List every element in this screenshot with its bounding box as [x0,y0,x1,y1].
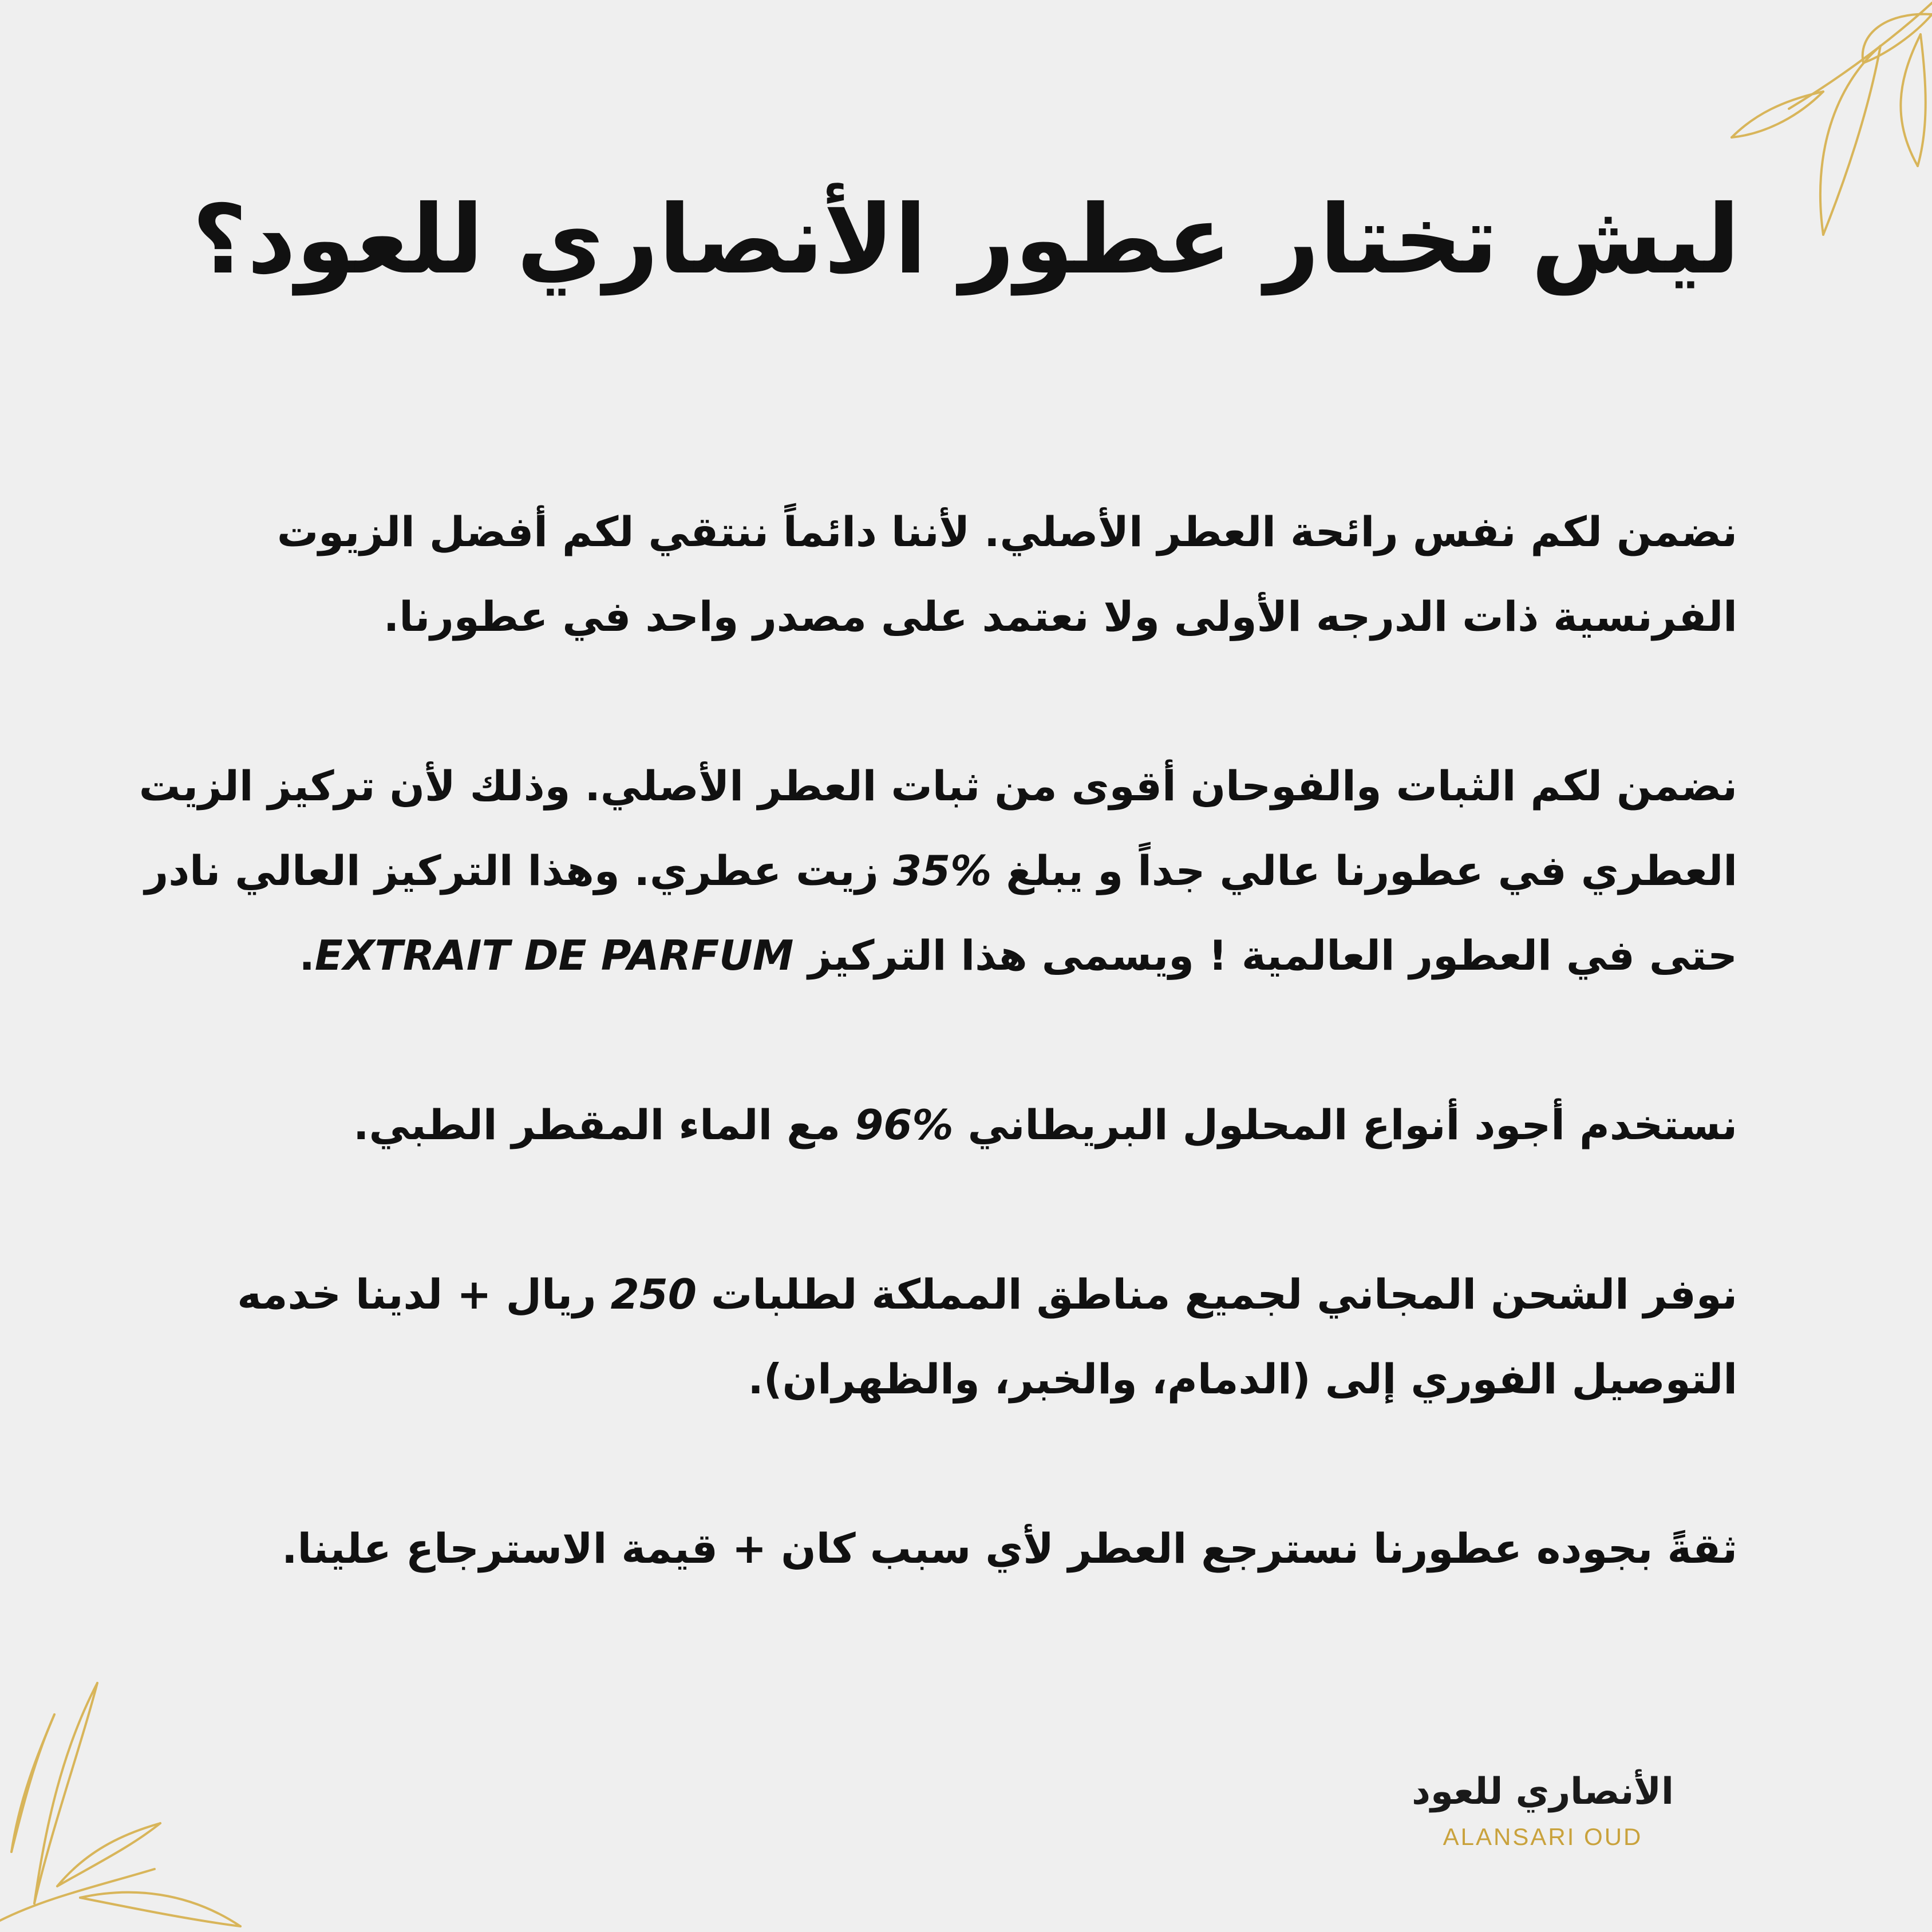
paragraph-shipping-part1: نوفر الشحن المجاني لجميع مناطق المملكة لطلبات [696,1270,1737,1318]
oil-percentage: 35% [892,847,992,895]
paragraph-shipping-part2: ريال + لدينا خدمه التوصيل الفوري إلى (الدمام، والخبر، والظهران). [237,1270,1737,1403]
paragraph-solution-part2: مع الماء المقطر الطبي. [353,1101,855,1149]
paragraph-returns-text: ثقةً بجوده عطورنا نسترجع العطر لأي سبب كان + قيمة الاسترجاع علينا. [282,1524,1737,1573]
brand-logo [1382,1766,1703,1854]
extrait-de-parfum-label: EXTRAIT DE PARFUM [314,931,794,979]
brand-logo-arabic: الأنصاري للعود [1412,1771,1674,1813]
paragraph-longevity [89,744,1737,998]
page-title: ليش تختار عطور الأنصاري للعود؟ [192,185,1740,295]
paragraph-returns [89,1506,1737,1591]
paragraph-solution-part1: نستخدم أجود أنواع المحلول البريطاني [953,1101,1737,1149]
paragraph-shipping [89,1252,1737,1421]
solution-percentage: 96% [855,1101,954,1149]
body-text [89,489,1737,1676]
brand-logo-latin: ALANSARI OUD [1443,1823,1643,1850]
shipping-threshold-amount: 250 [610,1270,697,1318]
paragraph-solution [89,1082,1737,1167]
paragraph-longevity-part1: نضمن لكم الثبات والفوحان أقوى من ثبات العطر الأصلي. وذلك لأن تركيز الزيت العطري في عطورنا عالي جداً و يبلغ [139,762,1737,895]
paragraph-longevity-part3: . [299,931,315,979]
paragraph-original-scent [89,489,1737,659]
paragraph-longevity-part2: زيت عطري. وهذا التركيز العالي نادر حتى في العطور العالمية ! ويسمى هذا التركيز [144,847,1737,979]
paragraph-original-scent-text: نضمن لكم نفس رائحة العطر الأصلي. لأننا دائماً ننتقي لكم أفضل الزيوت الفرنسية ذات الدرجه الأولى ولا نعتمد على مصدر واحد في عطورنا. [276,508,1737,641]
gold-leaf-bottom-left-decoration [0,1680,246,1932]
